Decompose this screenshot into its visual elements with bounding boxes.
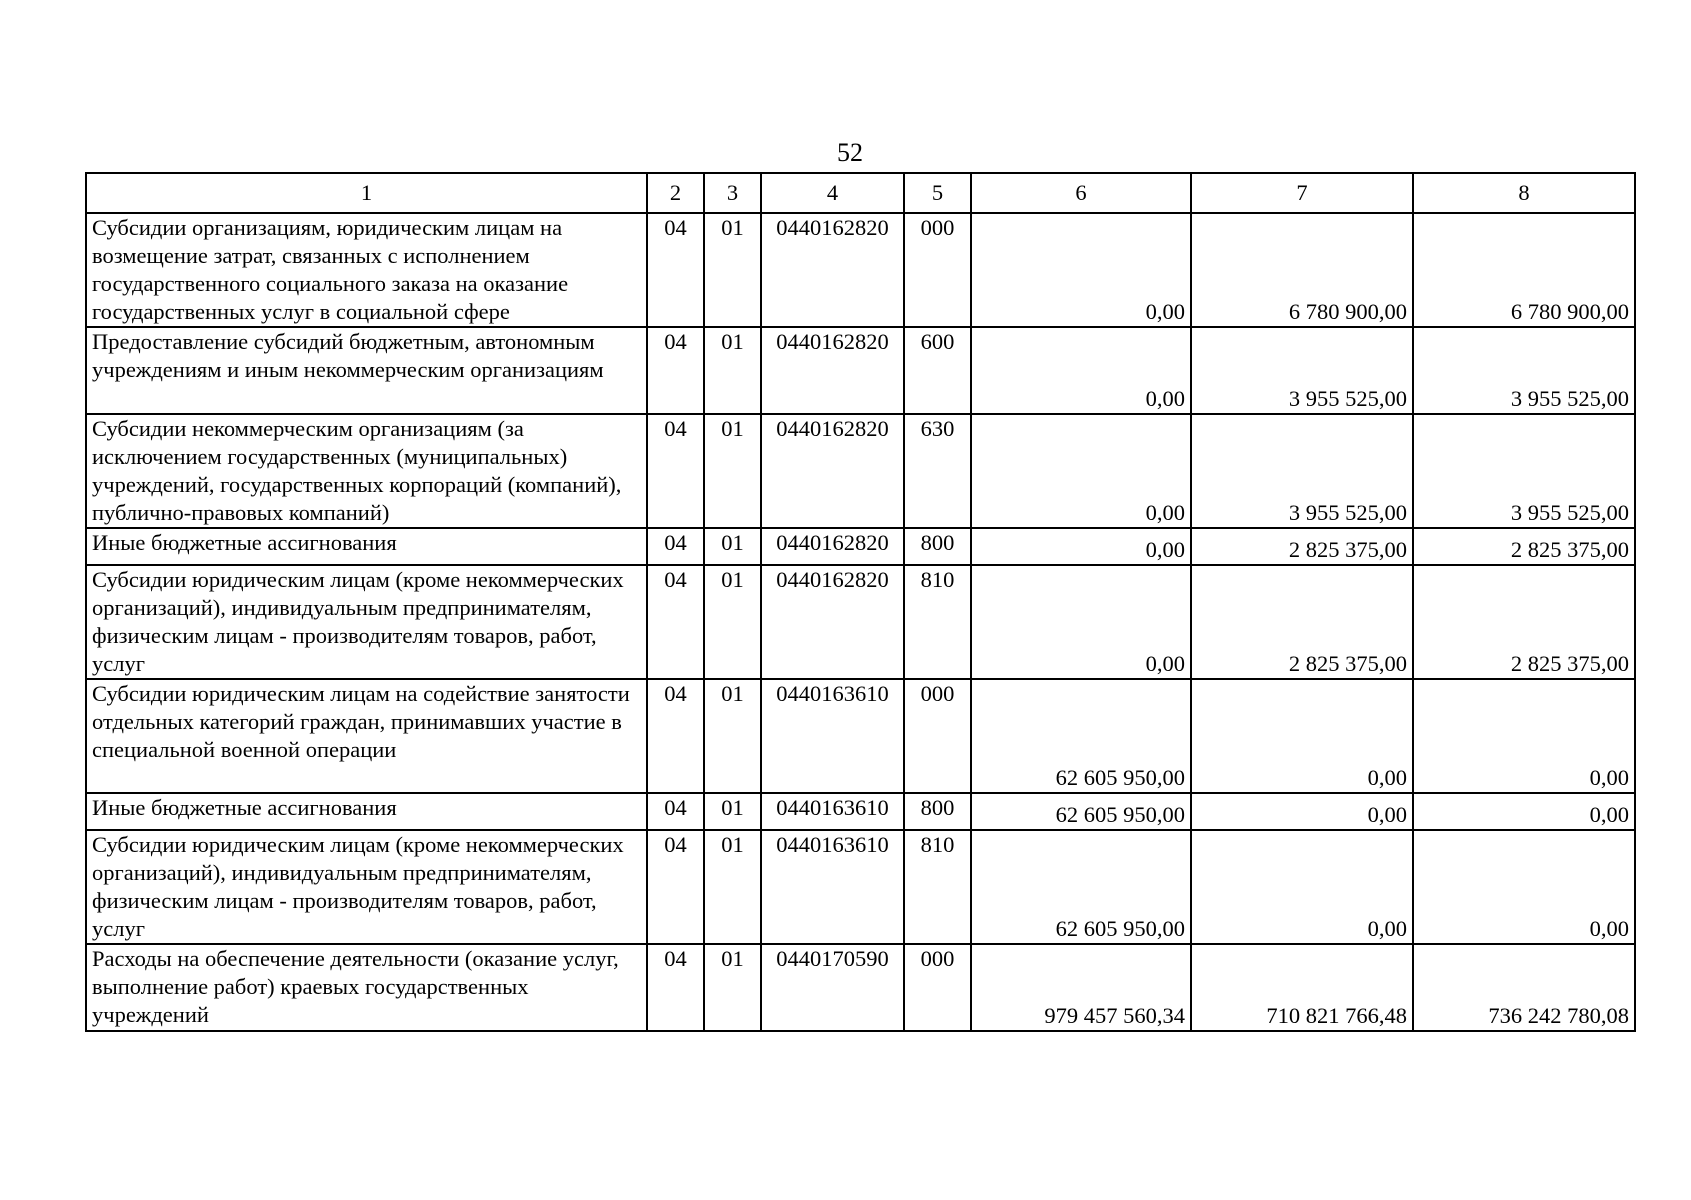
column-header: 5	[904, 173, 971, 213]
table-row	[86, 327, 1635, 414]
target-article-code: 0440162820	[761, 213, 904, 327]
expense-type-code: 000	[904, 213, 971, 327]
expense-type-code: 800	[904, 528, 971, 565]
target-article-code: 0440162820	[761, 565, 904, 679]
column-header: 8	[1413, 173, 1635, 213]
expense-type-code: 810	[904, 565, 971, 679]
amount-col8: 3 955 525,00	[1413, 414, 1635, 528]
amount-col6: 0,00	[971, 414, 1191, 528]
row-name: Иные бюджетные ассигнования	[86, 793, 647, 830]
target-article-code: 0440163610	[761, 679, 904, 793]
section-code: 04	[647, 679, 704, 793]
row-name: Расходы на обеспечение деятельности (оказание услуг, выполнение работ) краевых государственных учреждений	[86, 944, 647, 1031]
subsection-code: 01	[704, 944, 761, 1031]
expense-type-code: 810	[904, 830, 971, 944]
column-header: 3	[704, 173, 761, 213]
amount-col7: 0,00	[1191, 679, 1413, 793]
amount-col8: 736 242 780,08	[1413, 944, 1635, 1031]
amount-col6: 0,00	[971, 528, 1191, 565]
expense-type-code: 800	[904, 793, 971, 830]
table-row	[86, 213, 1635, 327]
amount-col7: 3 955 525,00	[1191, 327, 1413, 414]
target-article-code: 0440162820	[761, 327, 904, 414]
row-name: Предоставление субсидий бюджетным, автономным учреждениям и иным некоммерческим организациям	[86, 327, 647, 414]
amount-col8: 0,00	[1413, 793, 1635, 830]
amount-col8: 6 780 900,00	[1413, 213, 1635, 327]
amount-col6: 62 605 950,00	[971, 679, 1191, 793]
expense-type-code: 600	[904, 327, 971, 414]
section-code: 04	[647, 414, 704, 528]
target-article-code: 0440162820	[761, 414, 904, 528]
subsection-code: 01	[704, 679, 761, 793]
table-row	[86, 528, 1635, 565]
amount-col8: 3 955 525,00	[1413, 327, 1635, 414]
column-header: 4	[761, 173, 904, 213]
table-header-row	[86, 173, 1635, 213]
section-code: 04	[647, 565, 704, 679]
amount-col6: 0,00	[971, 565, 1191, 679]
expense-type-code: 630	[904, 414, 971, 528]
page-number: 52	[837, 138, 863, 167]
amount-col6: 62 605 950,00	[971, 830, 1191, 944]
subsection-code: 01	[704, 830, 761, 944]
amount-col6: 0,00	[971, 327, 1191, 414]
section-code: 04	[647, 793, 704, 830]
amount-col8: 2 825 375,00	[1413, 528, 1635, 565]
column-header: 6	[971, 173, 1191, 213]
amount-col8: 0,00	[1413, 830, 1635, 944]
amount-col7: 0,00	[1191, 830, 1413, 944]
subsection-code: 01	[704, 213, 761, 327]
section-code: 04	[647, 830, 704, 944]
amount-col7: 3 955 525,00	[1191, 414, 1413, 528]
subsection-code: 01	[704, 414, 761, 528]
row-name: Субсидии юридическим лицам на содействие занятости отдельных категорий граждан, принимавших участие в специальной военной операции	[86, 679, 647, 793]
row-name: Субсидии организациям, юридическим лицам на возмещение затрат, связанных с исполнением государственного социального заказа на оказание государственных услуг в социальной сфере	[86, 213, 647, 327]
amount-col8: 0,00	[1413, 679, 1635, 793]
row-name: Иные бюджетные ассигнования	[86, 528, 647, 565]
table-row	[86, 414, 1635, 528]
row-name: Субсидии юридическим лицам (кроме некоммерческих организаций), индивидуальным предпринимателям, физическим лицам - производителям товаров, работ, услуг	[86, 565, 647, 679]
budget-table	[85, 172, 1636, 1032]
table-row	[86, 830, 1635, 944]
amount-col7: 2 825 375,00	[1191, 565, 1413, 679]
amount-col7: 6 780 900,00	[1191, 213, 1413, 327]
table-row	[86, 944, 1635, 1031]
section-code: 04	[647, 944, 704, 1031]
subsection-code: 01	[704, 565, 761, 679]
amount-col6: 0,00	[971, 213, 1191, 327]
subsection-code: 01	[704, 793, 761, 830]
expense-type-code: 000	[904, 944, 971, 1031]
target-article-code: 0440170590	[761, 944, 904, 1031]
column-header: 7	[1191, 173, 1413, 213]
amount-col7: 0,00	[1191, 793, 1413, 830]
target-article-code: 0440162820	[761, 528, 904, 565]
row-name: Субсидии юридическим лицам (кроме некоммерческих организаций), индивидуальным предпринимателям, физическим лицам - производителям товаров, работ, услуг	[86, 830, 647, 944]
subsection-code: 01	[704, 327, 761, 414]
column-header: 2	[647, 173, 704, 213]
amount-col7: 710 821 766,48	[1191, 944, 1413, 1031]
target-article-code: 0440163610	[761, 793, 904, 830]
subsection-code: 01	[704, 528, 761, 565]
table-row	[86, 565, 1635, 679]
column-header: 1	[86, 173, 647, 213]
table-row	[86, 793, 1635, 830]
amount-col6: 979 457 560,34	[971, 944, 1191, 1031]
amount-col7: 2 825 375,00	[1191, 528, 1413, 565]
amount-col8: 2 825 375,00	[1413, 565, 1635, 679]
row-name: Субсидии некоммерческим организациям (за исключением государственных (муниципальных) учреждений, государственных корпораций (компаний), публично-правовых компаний)	[86, 414, 647, 528]
section-code: 04	[647, 213, 704, 327]
table-row	[86, 679, 1635, 793]
amount-col6: 62 605 950,00	[971, 793, 1191, 830]
expense-type-code: 000	[904, 679, 971, 793]
section-code: 04	[647, 528, 704, 565]
section-code: 04	[647, 327, 704, 414]
target-article-code: 0440163610	[761, 830, 904, 944]
